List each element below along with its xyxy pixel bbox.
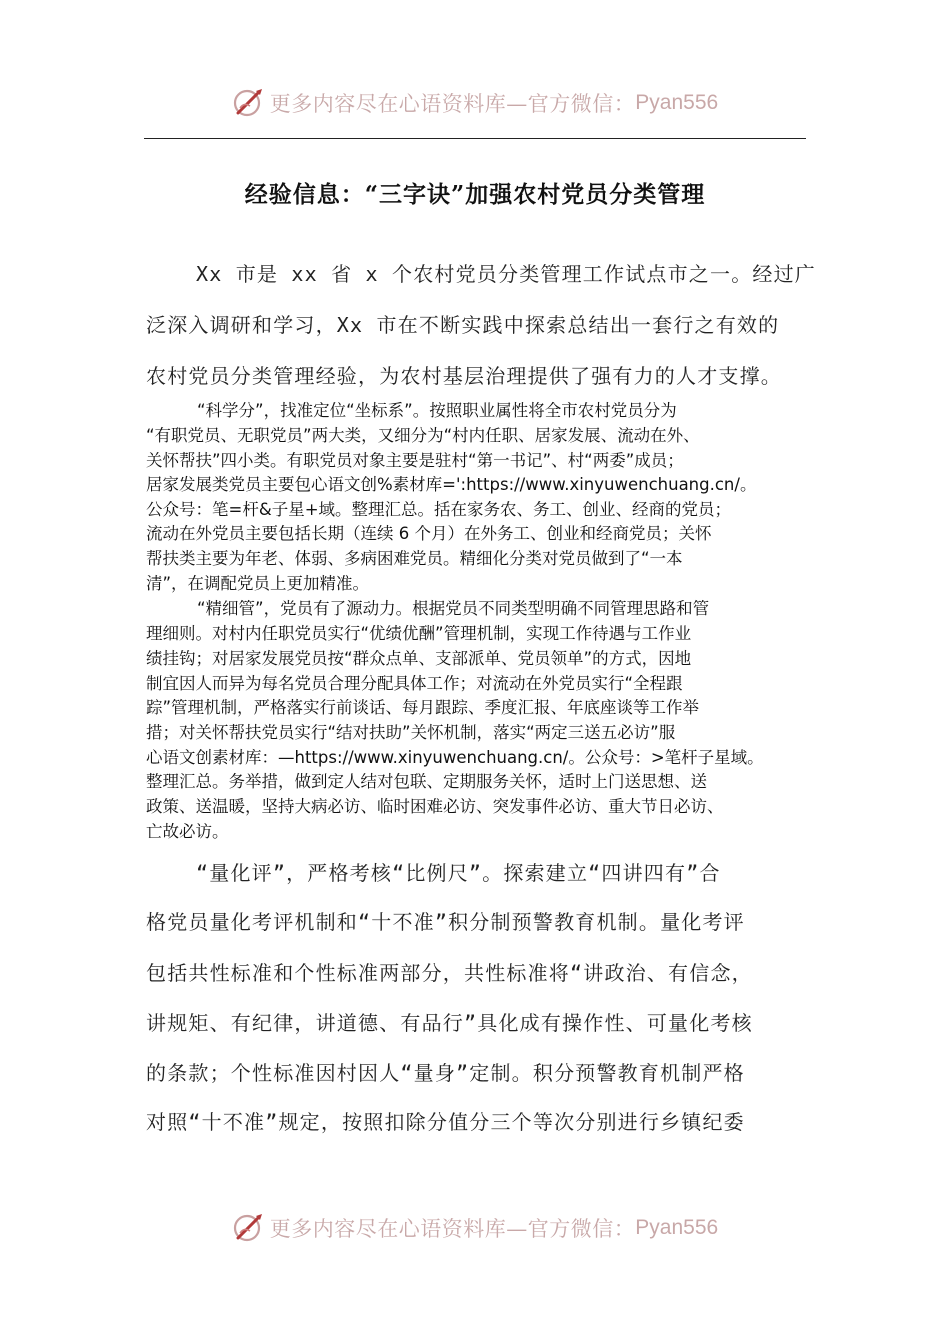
intro-line: 泛深入调研和学习，Xx 市在不断实践中探索总结出一套行之有效的 (146, 313, 780, 337)
section2-line: 理细则。对村内任职党员实行“优绩优酬”管理机制，实现工作待遇与工作业 (146, 624, 692, 643)
section2-line: 亡故必访。 (146, 822, 229, 841)
footer-banner (0, 1208, 950, 1248)
section3-line: 格党员量化考评机制和“十不准”积分制预警教育机制。量化考评 (146, 910, 745, 934)
section1-line: 居家发展类党员主要包心语文创%素材库=':https://www.xinyuwenchuang.cn/。 (146, 475, 757, 494)
section2-line: 踪”管理机制，严格落实行前谈话、每月跟踪、季度汇报、年底座谈等工作举 (146, 698, 700, 717)
header-divider (144, 138, 806, 139)
section3-line: 对照“十不准”规定，按照扣除分值分三个等次分别进行乡镇纪委 (146, 1110, 745, 1134)
header-banner (0, 83, 950, 123)
section2-line: 制宜因人而异为每名党员合理分配具体工作；对流动在外党员实行“全程跟 (146, 674, 683, 693)
section1-line: “有职党员、无职党员”两大类，又细分为“村内任职、居家发展、流动在外、 (146, 426, 700, 445)
section1-line: 帮扶类主要为年老、体弱、多病困难党员。精细化分类对党员做到了“一本 (146, 549, 683, 568)
intro-line: Xx 市是 xx 省 x 个农村党员分类管理工作试点市之一。经过广 (196, 262, 817, 286)
section3-line: “量化评”，严格考核“比例尺”。探索建立“四讲四有”合 (196, 861, 721, 885)
section2-line: 心语文创素材库：—https://www.xinyuwenchuang.cn/。公众号：>笔杆子星域。 (146, 748, 764, 767)
section1-line: 关怀帮扶”四小类。有职党员对象主要是驻村“第一书记”、村“两委”成员； (146, 451, 684, 470)
section1-line: 流动在外党员主要包括长期（连续 6 个月）在外务工、创业和经商党员；关怀 (146, 524, 712, 543)
section2-line: 绩挂钩；对居家发展党员按“群众点单、支部派单、党员领单”的方式，因地 (146, 649, 692, 668)
brush-pen-logo-icon (232, 1211, 266, 1245)
intro-line: 农村党员分类管理经验，为农村基层治理提供了强有力的人才支撑。 (146, 364, 782, 388)
section2-line: 整理汇总。务举措，做到定人结对包联、定期服务关怀，适时上门送思想、送 (146, 772, 707, 791)
brush-pen-logo-icon (232, 86, 266, 120)
section2-line: 措；对关怀帮扶党员实行“结对扶助”关怀机制，落实“两定三送五必访”服 (146, 723, 676, 742)
document-title: 经验信息：“三字诀”加强农村党员分类管理 (244, 181, 706, 208)
banner-wechat-handle: Pyan556 (635, 91, 719, 114)
section3-line: 包括共性标准和个性标准两部分，共性标准将“讲政治、有信念， (146, 961, 753, 985)
section3-line: 讲规矩、有纪律，讲道德、有品行”具化成有操作性、可量化考核 (146, 1011, 753, 1035)
section1-line: 清”，在调配党员上更加精准。 (146, 574, 370, 593)
section2-line: “精细管”，党员有了源动力。根据党员不同类型明确不同管理思路和管 (197, 599, 710, 618)
section1-line: “科学分”，找准定位“坐标系”。按照职业属性将全市农村党员分为 (197, 401, 677, 420)
section3-line: 的条款；个性标准因村因人“量身”定制。积分预警教育机制严格 (146, 1061, 745, 1085)
banner-text: 更多内容尽在心语资料库—官方微信： (269, 1217, 636, 1241)
section2-line: 政策、送温暖，坚持大病必访、临时困难必访、突发事件必访、重大节日必访、 (146, 797, 724, 816)
banner-wechat-handle: Pyan556 (635, 1216, 719, 1239)
banner-text: 更多内容尽在心语资料库—官方微信： (269, 92, 636, 116)
section1-line: 公众号：笔=杆&子星+域。整理汇总。括在家务农、务工、创业、经商的党员； (146, 500, 732, 519)
